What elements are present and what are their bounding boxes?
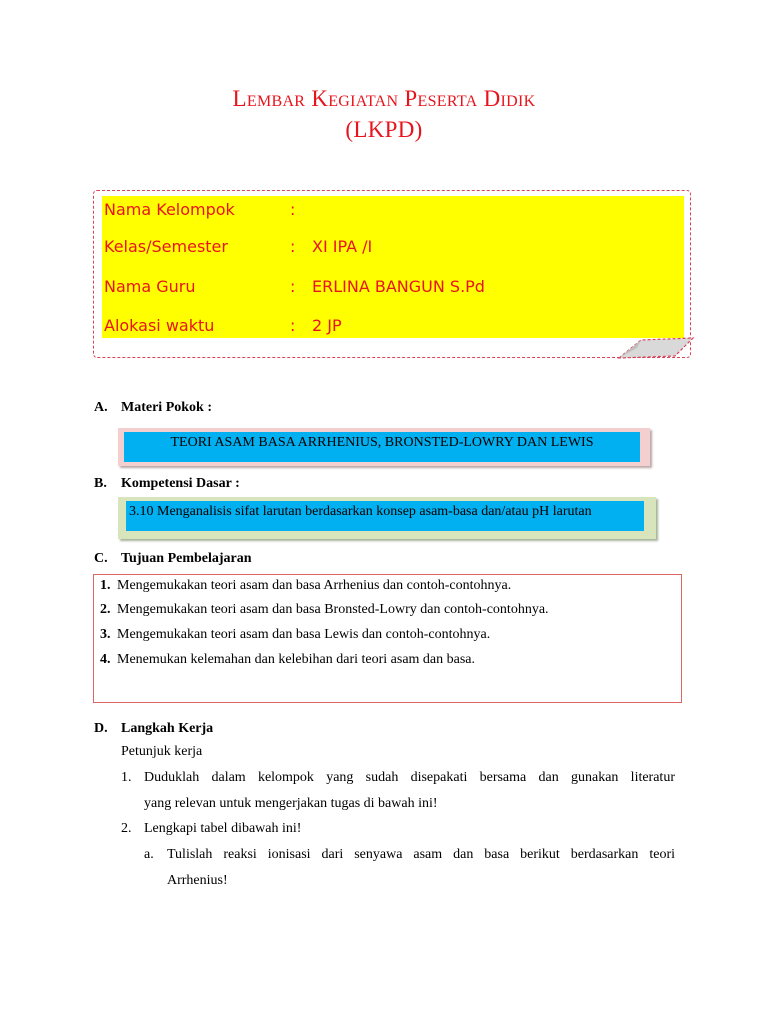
list-number: 1.: [100, 578, 111, 593]
section-title: Langkah Kerja: [121, 721, 214, 736]
list-text: Mengemukakan teori asam dan basa Bronsted-Lowry dan contoh-contohnya.: [117, 602, 549, 617]
list-text: Mengemukakan teori asam dan basa Arrhenius dan contoh-contohnya.: [117, 578, 512, 593]
step-number: 2.: [121, 821, 132, 836]
identity-label: Kelas/Semester: [104, 237, 228, 256]
identity-value: 2 JP: [312, 316, 342, 335]
identity-colon: :: [290, 316, 296, 335]
section-letter: D.: [94, 721, 108, 736]
identity-label: Nama Kelompok: [104, 200, 235, 219]
identity-colon: :: [290, 277, 296, 296]
page-curl-decoration: [615, 336, 695, 362]
substep-text-continued: Arrhenius!: [167, 873, 228, 888]
kompetensi-dasar-content: 3.10 Menganalisis sifat larutan berdasarkan konsep asam-basa dan/atau pH larutan: [126, 501, 644, 531]
step-text-continued: yang relevan untuk mengerjakan tugas di bawah ini!: [144, 796, 438, 811]
identity-label: Nama Guru: [104, 277, 196, 296]
substep-text: Tulislah reaksi ionisasi dari senyawa asam dan basa berikut berdasarkan teori: [167, 847, 675, 862]
section-title: Kompetensi Dasar :: [121, 476, 240, 491]
identity-colon: :: [290, 237, 296, 256]
section-letter: B.: [94, 476, 107, 491]
list-number: 2.: [100, 602, 111, 617]
substep-letter: a.: [144, 847, 154, 862]
list-text: Mengemukakan teori asam dan basa Lewis dan contoh-contohnya.: [117, 627, 491, 642]
page-subtitle: (LKPD): [345, 117, 423, 142]
list-text: Menemukan kelemahan dan kelebihan dari teori asam dan basa.: [117, 652, 476, 667]
petunjuk-kerja: Petunjuk kerja: [121, 744, 203, 759]
identity-value: ERLINA BANGUN S.Pd: [312, 277, 485, 296]
identity-value: XI IPA /I: [312, 237, 373, 256]
section-letter: A.: [94, 400, 108, 415]
list-number: 3.: [100, 627, 111, 642]
step-number: 1.: [121, 770, 132, 785]
section-title: Materi Pokok :: [121, 400, 212, 415]
list-number: 4.: [100, 652, 111, 667]
identity-label: Alokasi waktu: [104, 316, 215, 335]
section-title: Tujuan Pembelajaran: [121, 551, 252, 566]
section-letter: C.: [94, 551, 108, 566]
identity-colon: :: [290, 200, 296, 219]
step-text: Lengkapi tabel dibawah ini!: [144, 821, 302, 836]
page-title: Lembar Kegiatan Peserta Didik: [232, 86, 536, 111]
materi-pokok-content: TEORI ASAM BASA ARRHENIUS, BRONSTED-LOWRY DAN LEWIS: [124, 432, 640, 462]
step-text: Duduklah dalam kelompok yang sudah disepakati bersama dan gunakan literatur: [144, 770, 675, 785]
